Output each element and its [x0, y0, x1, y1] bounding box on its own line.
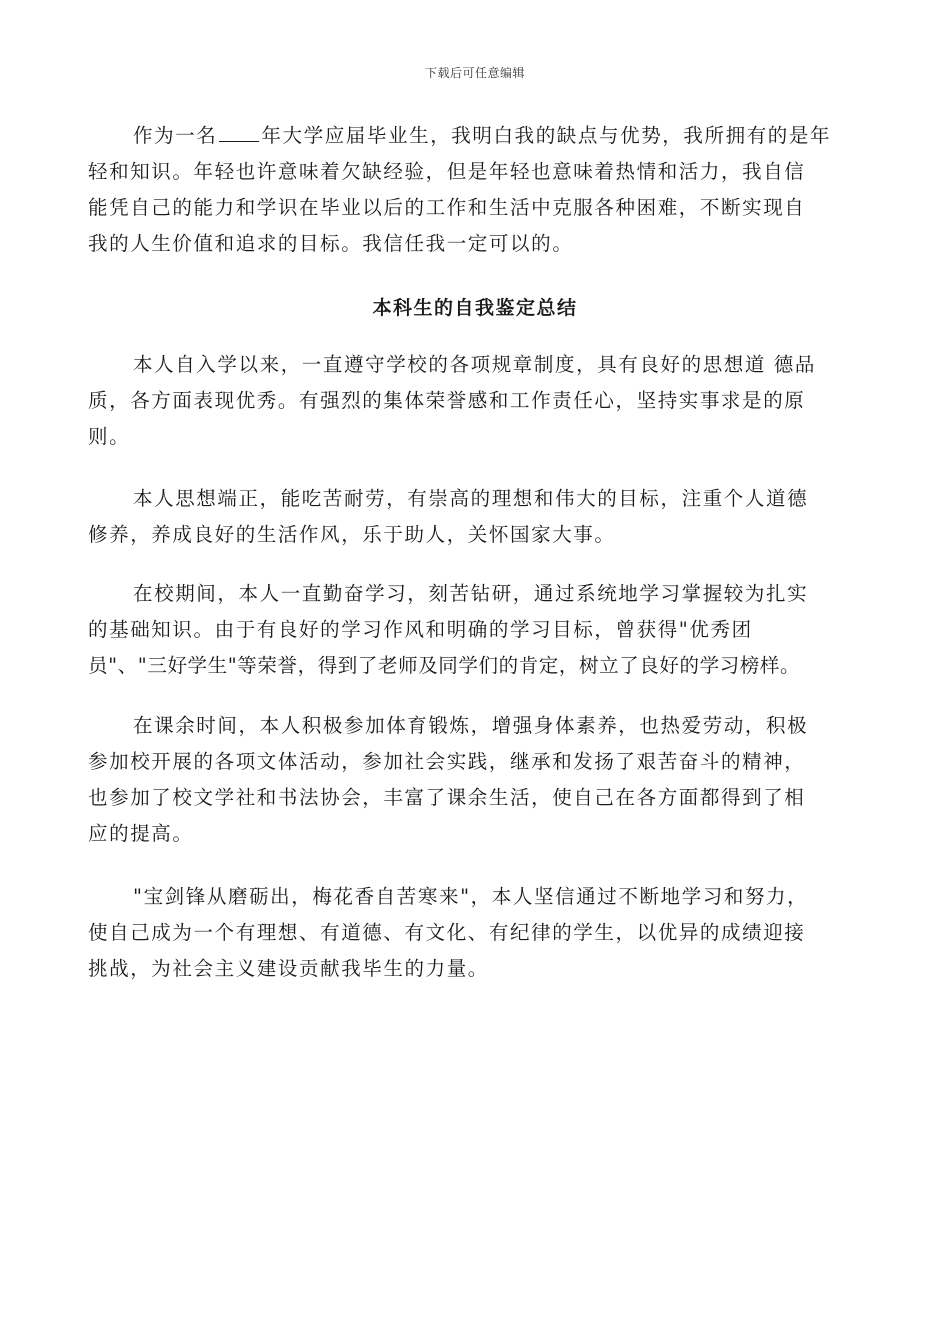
paragraph-1 — [88, 347, 868, 455]
intro-paragraph — [88, 118, 868, 262]
paragraph-5-line: 挑战，为社会主义建设贡献我毕生的力量。 — [88, 957, 489, 980]
intro-line-1-start: 作为一名 — [133, 124, 218, 147]
intro-line-2: 轻和知识。年轻也许意味着欠缺经验，但是年轻也意味着热情和活力，我自信 — [88, 160, 806, 183]
intro-line-1 — [88, 118, 868, 154]
header-note: 下载后可任意编辑 — [424, 66, 525, 80]
paragraph-3-line: 在校期间，本人一直勤奋学习，刻苦钻研，通过系统地学习掌握较为扎实 — [133, 582, 809, 605]
paragraph-2-line: 修养，养成良好的生活作风，乐于助人，关怀国家大事。 — [88, 523, 616, 546]
paragraph-3 — [88, 576, 868, 684]
paragraph-5 — [88, 879, 868, 987]
fill-in-blank — [219, 121, 259, 142]
paragraph-1-line: 质，各方面表现优秀。有强烈的集体荣誉感和工作责任心，坚持实事求是的原 — [88, 389, 806, 412]
intro-line-3: 能凭自己的能力和学识在毕业以后的工作和生活中克服各种困难，不断实现自 — [88, 196, 806, 219]
paragraph-3-line: 员"、"三好学生"等荣誉，得到了老师及同学们的肯定，树立了良好的学习榜样。 — [88, 654, 801, 677]
paragraph-4-line: 也参加了校文学社和书法协会，丰富了课余生活，使自己在各方面都得到了相 — [88, 786, 806, 809]
paragraph-5-line: 使自己成为一个有理想、有道德、有文化、有纪律的学生，以优异的成绩迎接 — [88, 921, 806, 944]
paragraph-2-line: 本人思想端正，能吃苦耐劳，有崇高的理想和伟大的目标，注重个人道德 — [133, 487, 809, 510]
section-title: 本科生的自我鉴定总结 — [372, 297, 578, 319]
paragraph-4-line: 在课余时间，本人积极参加体育锻炼，增强身体素养，也热爱劳动，积极 — [133, 714, 809, 737]
paragraph-2 — [88, 481, 868, 553]
paragraph-5-line: "宝剑锋从磨砺出，梅花香自苦寒来"，本人坚信通过不断地学习和努力， — [133, 885, 809, 908]
paragraph-1-line: 本人自入学以来，一直遵守学校的各项规章制度，具有良好的思想道 德品 — [133, 353, 816, 376]
paragraph-3-line: 的基础知识。由于有良好的学习作风和明确的学习目标，曾获得"优秀团 — [88, 618, 753, 641]
paragraph-1-line: 则。 — [88, 425, 131, 448]
intro-line-1-end: 年大学应届毕业生，我明白我的缺点与优势，我所拥有的是年 — [261, 124, 832, 147]
paragraph-4 — [88, 708, 868, 852]
paragraph-4-line: 应的提高。 — [88, 822, 194, 845]
paragraph-4-line: 参加校开展的各项文体活动，参加社会实践，继承和发扬了艰苦奋斗的精神， — [88, 750, 806, 773]
intro-line-4: 我的人生价值和追求的目标。我信任我一定可以的。 — [88, 232, 574, 255]
